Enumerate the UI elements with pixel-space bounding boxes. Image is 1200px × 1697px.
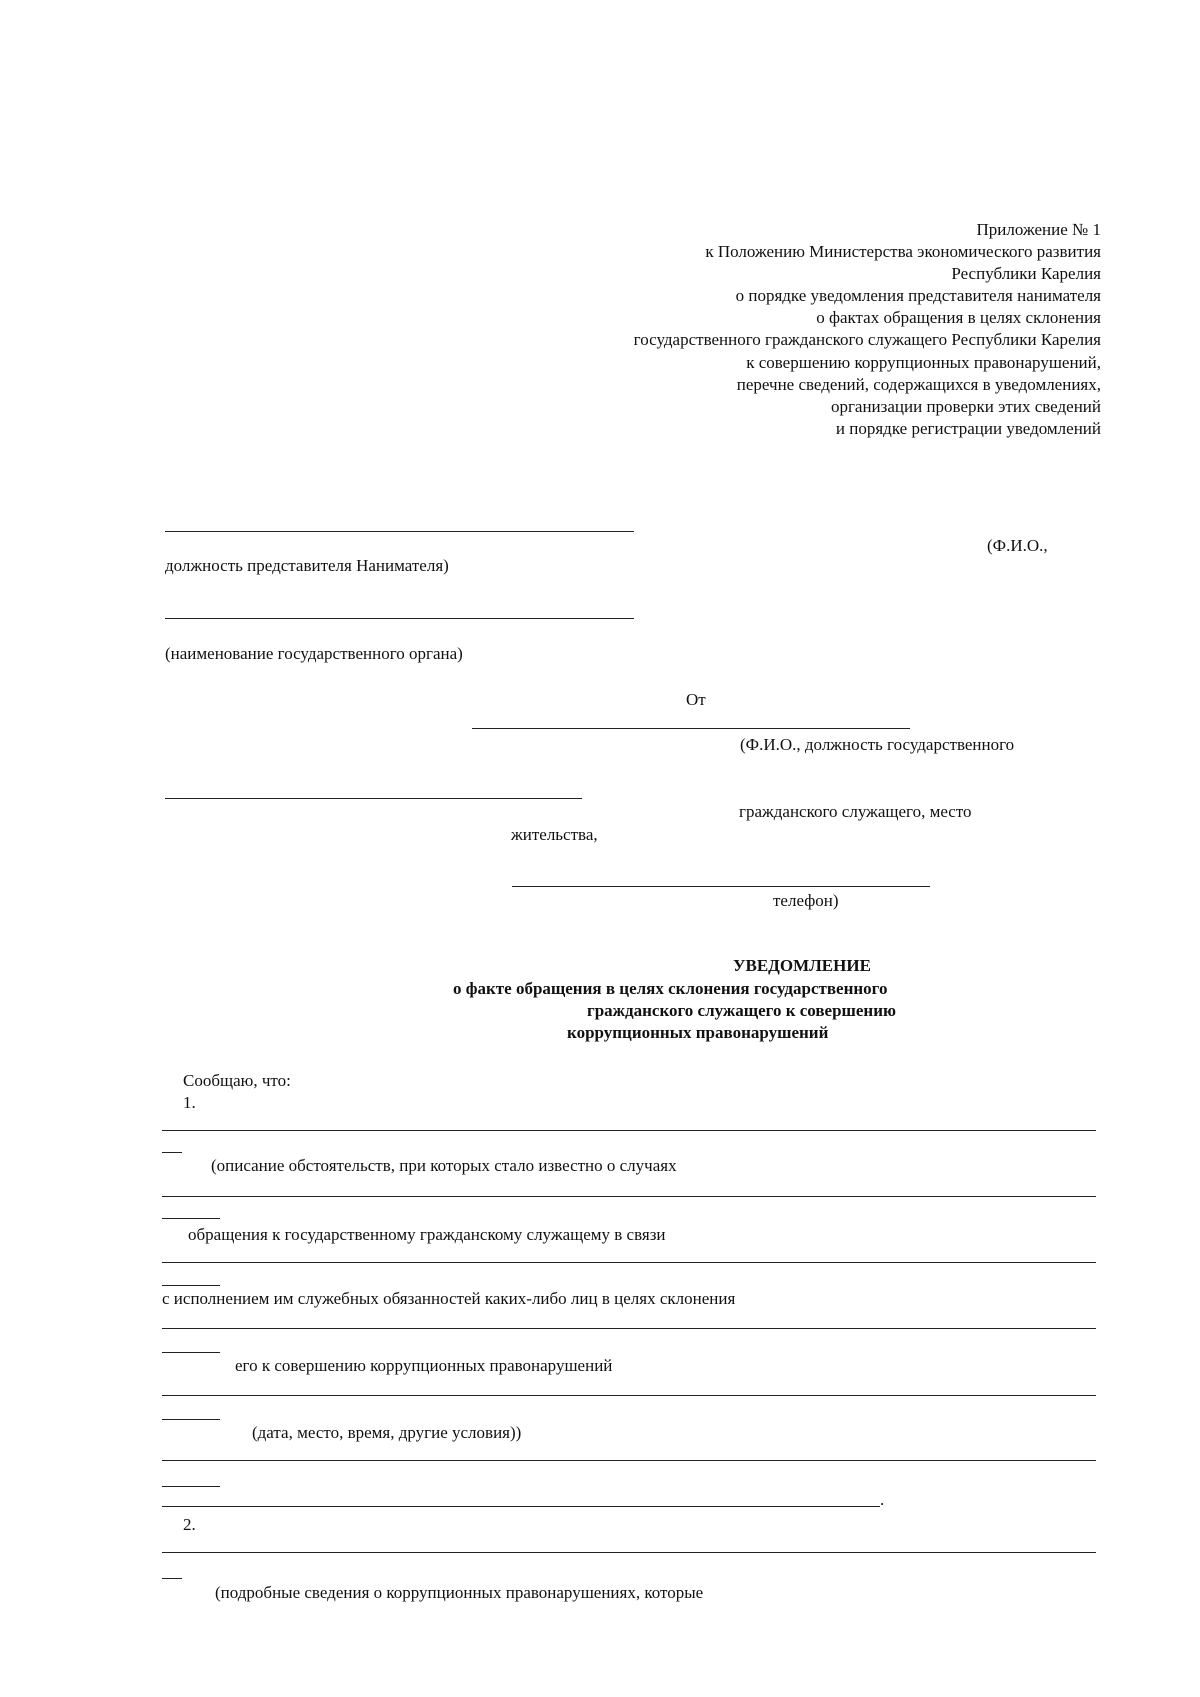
item-number-1: 1. (183, 1093, 196, 1112)
item-number-2: 2. (183, 1515, 196, 1534)
sender-address-line[interactable] (512, 886, 930, 887)
fill-line[interactable] (162, 1130, 1096, 1131)
fill-line-short (162, 1152, 182, 1153)
hint-circumstances: (описание обстоятельств, при которых стало известно о случаях (211, 1156, 677, 1175)
annex-line: государственного гражданского служащего Республики Карелия (633, 330, 1101, 350)
fill-line-short (162, 1352, 220, 1353)
fill-line-short (162, 1578, 182, 1579)
sender-fio-line[interactable] (472, 728, 910, 729)
document-subtitle-line-3: коррупционных правонарушений (567, 1023, 829, 1042)
document-title: УВЕДОМЛЕНИЕ (733, 956, 871, 975)
addressee-fio-label: (Ф.И.О., (987, 536, 1048, 555)
annex-line: перечне сведений, содержащихся в уведомлениях, (736, 374, 1101, 394)
hint-conditions: (дата, место, время, другие условия)) (252, 1423, 522, 1442)
fill-line-short (162, 1285, 220, 1286)
fill-line[interactable] (162, 1328, 1096, 1329)
annex-line: о порядке уведомления представителя нанимателя (735, 286, 1101, 306)
hint-duties: с исполнением им служебных обязанностей каких-либо лиц в целях склонения (162, 1289, 736, 1308)
addressee-fio-line[interactable] (165, 531, 634, 532)
addressee-organ-line[interactable] (165, 618, 634, 619)
annex-line: Приложение № 1 (976, 220, 1101, 239)
annex-line: о фактах обращения в целях склонения (816, 308, 1101, 328)
from-label: От (686, 690, 706, 709)
fill-line[interactable] (162, 1552, 1096, 1553)
hint-appeal: обращения к государственному гражданскому служащему в связи (188, 1225, 666, 1244)
fill-line[interactable] (162, 1395, 1096, 1396)
annex-line: Республики Карелия (951, 264, 1101, 284)
annex-line: и порядке регистрации уведомлений (835, 418, 1101, 438)
fill-line-short (162, 1486, 220, 1487)
annex-line: к Положению Министерства экономического развития (705, 242, 1101, 262)
sender-residence-label: жительства, (511, 825, 598, 844)
hint-details: (подробные сведения о коррупционных правонарушениях, которые (215, 1583, 704, 1602)
addressee-position-label: должность представителя Нанимателя) (165, 556, 449, 575)
addressee-organ-label: (наименование государственного органа) (165, 644, 463, 663)
document-subtitle-line-1: о факте обращения в целях склонения государственного (453, 979, 888, 998)
annex-header (634, 219, 1101, 440)
sender-position-line[interactable] (165, 798, 582, 799)
document-subtitle-line-2: гражданского служащего к совершению (587, 1001, 897, 1020)
fill-line-end[interactable] (162, 1506, 880, 1507)
fill-line[interactable] (162, 1196, 1096, 1197)
annex-line: организации проверки этих сведений (830, 396, 1101, 416)
hint-corruption: его к совершению коррупционных правонарушений (235, 1356, 613, 1375)
fill-line[interactable] (162, 1262, 1096, 1263)
sender-phone-label: телефон) (773, 891, 839, 910)
fill-line-short (162, 1419, 220, 1420)
intro-text: Сообщаю, что: (183, 1071, 291, 1090)
sender-civil-label: гражданского служащего, место (739, 802, 972, 821)
fill-line[interactable] (162, 1460, 1096, 1461)
sender-fio-label: (Ф.И.О., должность государственного (740, 735, 1015, 754)
annex-line: к совершению коррупционных правонарушений, (746, 352, 1101, 372)
fill-line-short (162, 1218, 220, 1219)
fill-line-period: . (880, 1490, 885, 1509)
